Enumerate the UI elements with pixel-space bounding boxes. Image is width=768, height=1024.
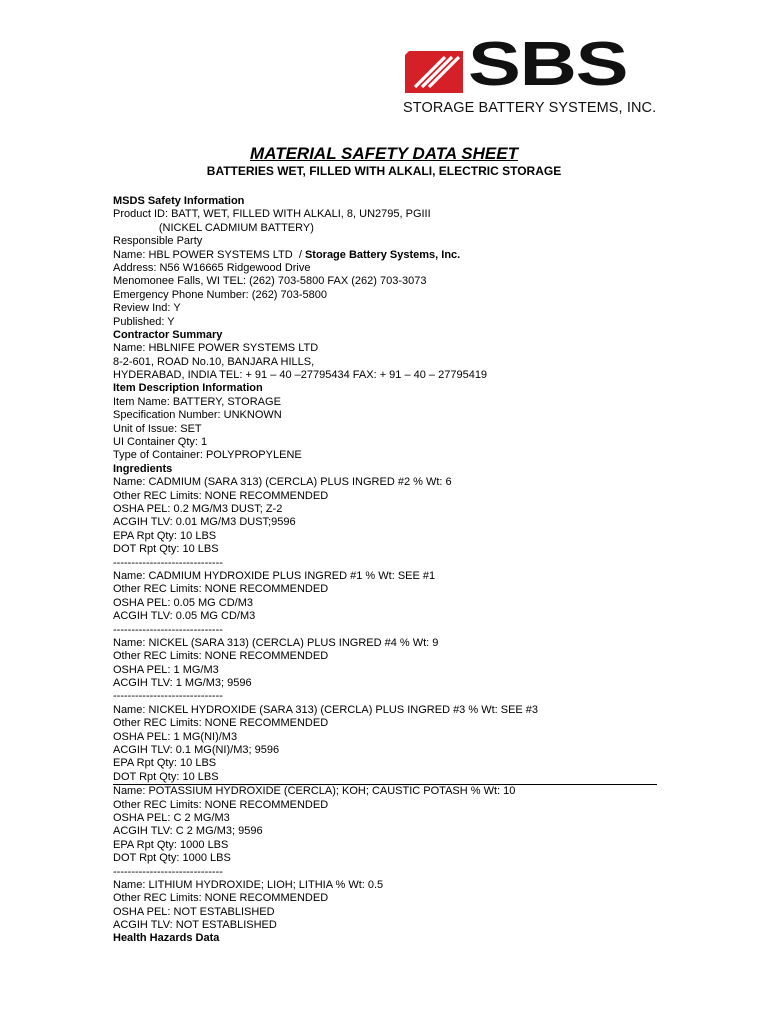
document-subtitle: BATTERIES WET, FILLED WITH ALKALI, ELECTRIC STORAGE bbox=[206, 164, 562, 178]
text-line bbox=[113, 677, 673, 690]
text-line bbox=[113, 771, 657, 785]
line-text: ACGIH TLV: 0.01 MG/M3 DUST;9596 bbox=[113, 516, 296, 529]
text-line bbox=[113, 785, 673, 798]
text-line bbox=[113, 476, 673, 489]
line-text: EPA Rpt Qty: 10 LBS bbox=[113, 529, 217, 542]
line-text: (NICKEL CADMIUM BATTERY) bbox=[113, 221, 314, 234]
line-text: Other REC Limits: NONE RECOMMENDED bbox=[113, 717, 329, 730]
text-line bbox=[113, 570, 673, 583]
text-line bbox=[113, 316, 673, 329]
line-text: Responsible Party bbox=[113, 235, 203, 248]
line-text: ACGIH TLV: 0.05 MG CD/M3 bbox=[113, 610, 256, 623]
line-text: DOT Rpt Qty: 1000 LBS bbox=[113, 852, 231, 865]
text-line bbox=[113, 664, 673, 677]
line-bold-suffix: Storage Battery Systems, Inc. bbox=[304, 248, 461, 261]
text-line bbox=[113, 436, 673, 449]
text-line bbox=[113, 704, 673, 717]
text-line bbox=[113, 717, 673, 730]
line-text: ACGIH TLV: 0.1 MG(NI)/M3; 9596 bbox=[113, 744, 280, 757]
separator bbox=[113, 866, 673, 879]
line-text: OSHA PEL: 0.05 MG CD/M3 bbox=[113, 596, 253, 609]
text-line bbox=[113, 249, 673, 262]
text-line bbox=[113, 423, 673, 436]
text-line bbox=[113, 919, 673, 932]
section-heading bbox=[113, 382, 673, 395]
line-text: OSHA PEL: 0.2 MG/M3 DUST; Z-2 bbox=[113, 502, 283, 515]
section-heading bbox=[113, 463, 673, 476]
line-text: 8-2-601, ROAD No.10, BANJARA HILLS, bbox=[113, 355, 315, 368]
line-text: Other REC Limits: NONE RECOMMENDED bbox=[113, 798, 329, 811]
text-line bbox=[113, 503, 673, 516]
line-text: ------------------------------ bbox=[113, 623, 223, 636]
section-heading bbox=[113, 329, 673, 342]
line-text: Review Ind: Y bbox=[113, 302, 181, 315]
text-line bbox=[113, 490, 673, 503]
text-line bbox=[113, 356, 673, 369]
text-line bbox=[113, 516, 673, 529]
section-heading bbox=[113, 932, 673, 945]
company-name: STORAGE BATTERY SYSTEMS, INC. bbox=[403, 100, 657, 116]
logo-mark-icon bbox=[405, 51, 463, 93]
line-text: Item Name: BATTERY, STORAGE bbox=[113, 395, 281, 408]
line-text: UI Container Qty: 1 bbox=[113, 436, 208, 449]
text-line bbox=[113, 650, 673, 663]
line-text: Name: LITHIUM HYDROXIDE; LIOH; LITHIA % Wt: 0.5 bbox=[113, 878, 384, 891]
separator bbox=[113, 624, 673, 637]
line-text: ACGIH TLV: 1 MG/M3; 9596 bbox=[113, 677, 252, 690]
line-text: MSDS Safety Information bbox=[113, 195, 245, 207]
text-line bbox=[113, 906, 673, 919]
text-line bbox=[113, 289, 673, 302]
text-line bbox=[113, 342, 673, 355]
text-line bbox=[113, 744, 673, 757]
line-text: Other REC Limits: NONE RECOMMENDED bbox=[113, 583, 329, 596]
line-text: Name: NICKEL (SARA 313) (CERCLA) PLUS INGRED #4 % Wt: 9 bbox=[113, 636, 439, 649]
line-text: Emergency Phone Number: (262) 703-5800 bbox=[113, 288, 328, 301]
line-text: HYDERABAD, INDIA TEL: + 91 – 40 –27795434 FAX: + 91 – 40 – 27795419 bbox=[113, 369, 488, 382]
line-text: ACGIH TLV: NOT ESTABLISHED bbox=[113, 919, 277, 932]
text-line bbox=[113, 409, 673, 422]
line-text: ------------------------------ bbox=[113, 690, 223, 703]
line-text: ------------------------------ bbox=[113, 865, 223, 878]
text-line bbox=[113, 208, 673, 221]
company-logo bbox=[402, 30, 662, 118]
text-line bbox=[113, 449, 673, 462]
text-line bbox=[113, 262, 673, 275]
line-text: OSHA PEL: C 2 MG/M3 bbox=[113, 811, 230, 824]
line-text: Ingredients bbox=[113, 462, 173, 475]
separator bbox=[113, 557, 673, 570]
document-title: MATERIAL SAFETY DATA SHEET bbox=[250, 144, 518, 163]
line-text: DOT Rpt Qty: 10 LBS bbox=[113, 770, 219, 783]
line-text: Product ID: BATT, WET, FILLED WITH ALKALI, 8, UN2795, PGIII bbox=[113, 208, 431, 221]
text-line bbox=[113, 637, 673, 650]
text-line bbox=[113, 610, 673, 623]
line-text: Other REC Limits: NONE RECOMMENDED bbox=[113, 892, 329, 905]
text-line bbox=[113, 235, 673, 248]
text-line bbox=[113, 302, 673, 315]
text-line bbox=[113, 825, 673, 838]
line-text: Other REC Limits: NONE RECOMMENDED bbox=[113, 650, 329, 663]
line-text: OSHA PEL: 1 MG(NI)/M3 bbox=[113, 730, 238, 743]
msds-body bbox=[113, 195, 673, 946]
text-line bbox=[113, 597, 673, 610]
line-text: OSHA PEL: 1 MG/M3 bbox=[113, 663, 219, 676]
line-text: Other REC Limits: NONE RECOMMENDED bbox=[113, 489, 329, 502]
line-text: Name: HBLNIFE POWER SYSTEMS LTD bbox=[113, 342, 319, 355]
text-line bbox=[113, 812, 673, 825]
separator bbox=[113, 690, 673, 703]
line-text: Specification Number: UNKNOWN bbox=[113, 409, 282, 422]
text-line bbox=[113, 222, 673, 235]
line-text: Type of Container: POLYPROPYLENE bbox=[113, 449, 302, 462]
text-line bbox=[113, 396, 673, 409]
line-text: DOT Rpt Qty: 10 LBS bbox=[113, 543, 219, 556]
line-text: Name: POTASSIUM HYDROXIDE (CERCLA); KOH; CAUSTIC POTASH % Wt: 10 bbox=[113, 785, 516, 798]
text-line bbox=[113, 543, 673, 556]
line-text: Name: CADMIUM (SARA 313) (CERCLA) PLUS INGRED #2 % Wt: 6 bbox=[113, 476, 452, 489]
line-text: ACGIH TLV: C 2 MG/M3; 9596 bbox=[113, 825, 263, 838]
line-text: OSHA PEL: NOT ESTABLISHED bbox=[113, 905, 275, 918]
line-text: ------------------------------ bbox=[113, 556, 223, 569]
line-text: Address: N56 W16665 Ridgewood Drive bbox=[113, 261, 311, 274]
line-text: Item Description Information bbox=[113, 382, 263, 395]
section-heading bbox=[113, 195, 673, 208]
line-text: EPA Rpt Qty: 1000 LBS bbox=[113, 838, 229, 851]
text-line bbox=[113, 799, 673, 812]
line-text: Name: CADMIUM HYDROXIDE PLUS INGRED #1 % Wt: SEE #1 bbox=[113, 569, 436, 582]
text-line bbox=[113, 892, 673, 905]
text-line bbox=[113, 839, 673, 852]
text-line bbox=[113, 879, 673, 892]
line-text: Unit of Issue: SET bbox=[113, 422, 202, 435]
text-line bbox=[113, 583, 673, 596]
line-text: Health Hazards Data bbox=[113, 932, 220, 945]
text-line bbox=[113, 530, 673, 543]
line-text: Name: NICKEL HYDROXIDE (SARA 313) (CERCLA) PLUS INGRED #3 % Wt: SEE #3 bbox=[113, 703, 539, 716]
text-line bbox=[113, 731, 673, 744]
text-line bbox=[113, 275, 673, 288]
line-text: EPA Rpt Qty: 10 LBS bbox=[113, 757, 217, 770]
line-text: Contractor Summary bbox=[113, 328, 223, 341]
text-line bbox=[113, 852, 673, 865]
line-text: Published: Y bbox=[113, 315, 175, 328]
text-line bbox=[113, 369, 673, 382]
line-text: Menomonee Falls, WI TEL: (262) 703-5800 FAX (262) 703-3073 bbox=[113, 275, 427, 288]
text-line bbox=[113, 757, 673, 770]
line-text: Name: HBL POWER SYSTEMS LTD / bbox=[113, 248, 305, 261]
logo-letters: SBS bbox=[468, 30, 628, 99]
